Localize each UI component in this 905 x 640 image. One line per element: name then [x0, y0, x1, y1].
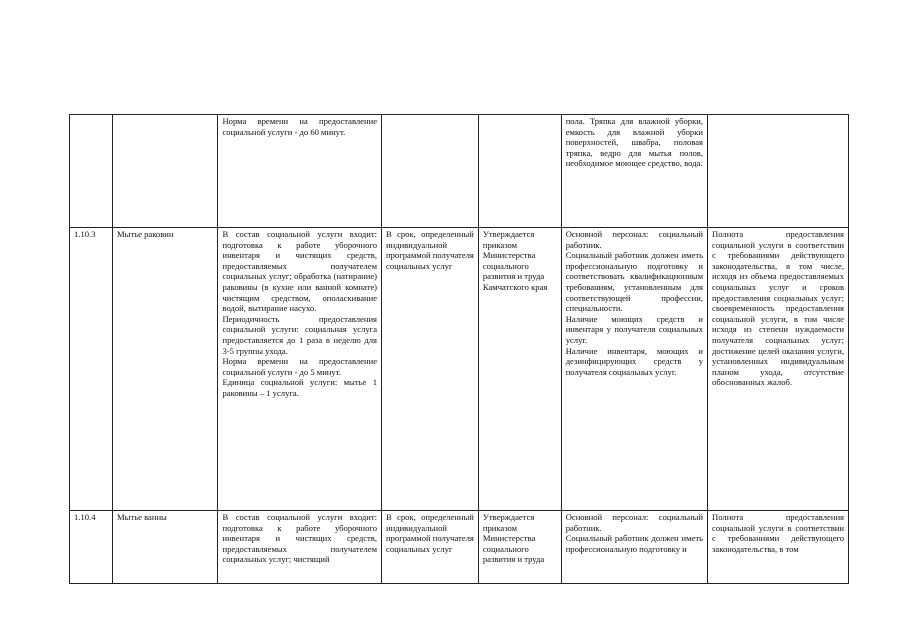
cell-service-content: В состав социальной услуги входит: подготовка к работе уборочного инвентаря и чистящих средств, предоставляемых получателем социальных услуг; чистящий [218, 511, 382, 584]
cell-quality: Полнота предоставления социальной услуги в соответствии с требованиями действующего законодательства, в том [708, 511, 849, 584]
content-paragraph: Норма времени на предоставление социальной услуги - до 5 минут. [222, 356, 378, 377]
social-services-table [69, 114, 849, 584]
content-paragraph: Единица социальной услуги: мытье 1 раковины – 1 услуга. [222, 377, 378, 398]
cell-number [70, 115, 113, 228]
table-row [70, 115, 849, 228]
table-row [70, 511, 849, 584]
cell-quality: Полнота предоставления социальной услуги в соответствии с требованиями действующего законодательства, в том числе, исходя из объема предоставляемых социальных услуг и сроков предоставления социальных услуг; своевременность предоставления социальной услуги, в том числе исходя из степени нуждаемости получателя социальных услуг; достижение целей оказания услуги, установленных индивидуальным планом ухода, отсутствие обоснованных жалоб. [708, 228, 849, 511]
cell-term: В срок, определенный индивидуальной программой получателя социальных услуг [382, 511, 479, 584]
cell-tariff [478, 115, 561, 228]
conditions-paragraph: Основной персонал: социальный работник. [565, 512, 704, 533]
cell-term [382, 115, 479, 228]
cell-term: В срок, определенный индивидуальной программой получателя социальных услуг [382, 228, 479, 511]
conditions-paragraph: Наличие моющих средств и инвентаря у получателя социальных услуг. [565, 313, 704, 345]
cell-conditions [561, 511, 707, 584]
content-paragraph: Периодичность предоставления социальной услуги: социальная услуга предоставляется до 1 раза в неделю для 3-5 группы ухода. [222, 313, 378, 356]
cell-conditions [561, 228, 707, 511]
table-row [70, 228, 849, 511]
cell-service-content: Норма времени на предоставление социальной услуги - до 60 минут. [218, 115, 382, 228]
cell-service-content [218, 228, 382, 511]
cell-number: 1.10.4 [70, 511, 113, 584]
cell-number: 1.10.3 [70, 228, 113, 511]
cell-tariff: Утверждается приказом Министерства социального развития и труда [478, 511, 561, 584]
cell-service-name [113, 115, 218, 228]
cell-quality [708, 115, 849, 228]
conditions-paragraph: Социальный работник должен иметь профессиональную подготовку и [565, 533, 704, 554]
cell-service-name: Мытье раковин [113, 228, 218, 511]
conditions-paragraph: Наличие инвентаря, моющих и дезинфицирующих средств у получателя социальных услуг. [565, 345, 704, 377]
cell-conditions: пола. Тряпка для влажной уборки, емкость для влажной уборки поверхностей, швабра, половая тряпка, ведро для мытья полов, необходимое моющее средство, вода. [561, 115, 707, 228]
content-paragraph: В состав социальной услуги входит: подготовка к работе уборочного инвентаря и чистящих средств, предоставляемых получателем социальных услуг; обработка (натирание) раковины (в кухне или ванной комнате) чистящим средством, ополаскивание водой, вытирание насухо. [222, 229, 378, 314]
cell-service-name: Мытье ванны [113, 511, 218, 584]
conditions-paragraph: Социальный работник должен иметь профессиональную подготовку и соответствовать квалификационным требованиям, установленным для соответствующей профессии, специальности. [565, 250, 704, 314]
conditions-paragraph: Основной персонал: социальный работник. [565, 229, 704, 250]
cell-tariff: Утверждается приказом Министерства социального развития и труда Камчатского края [478, 228, 561, 511]
